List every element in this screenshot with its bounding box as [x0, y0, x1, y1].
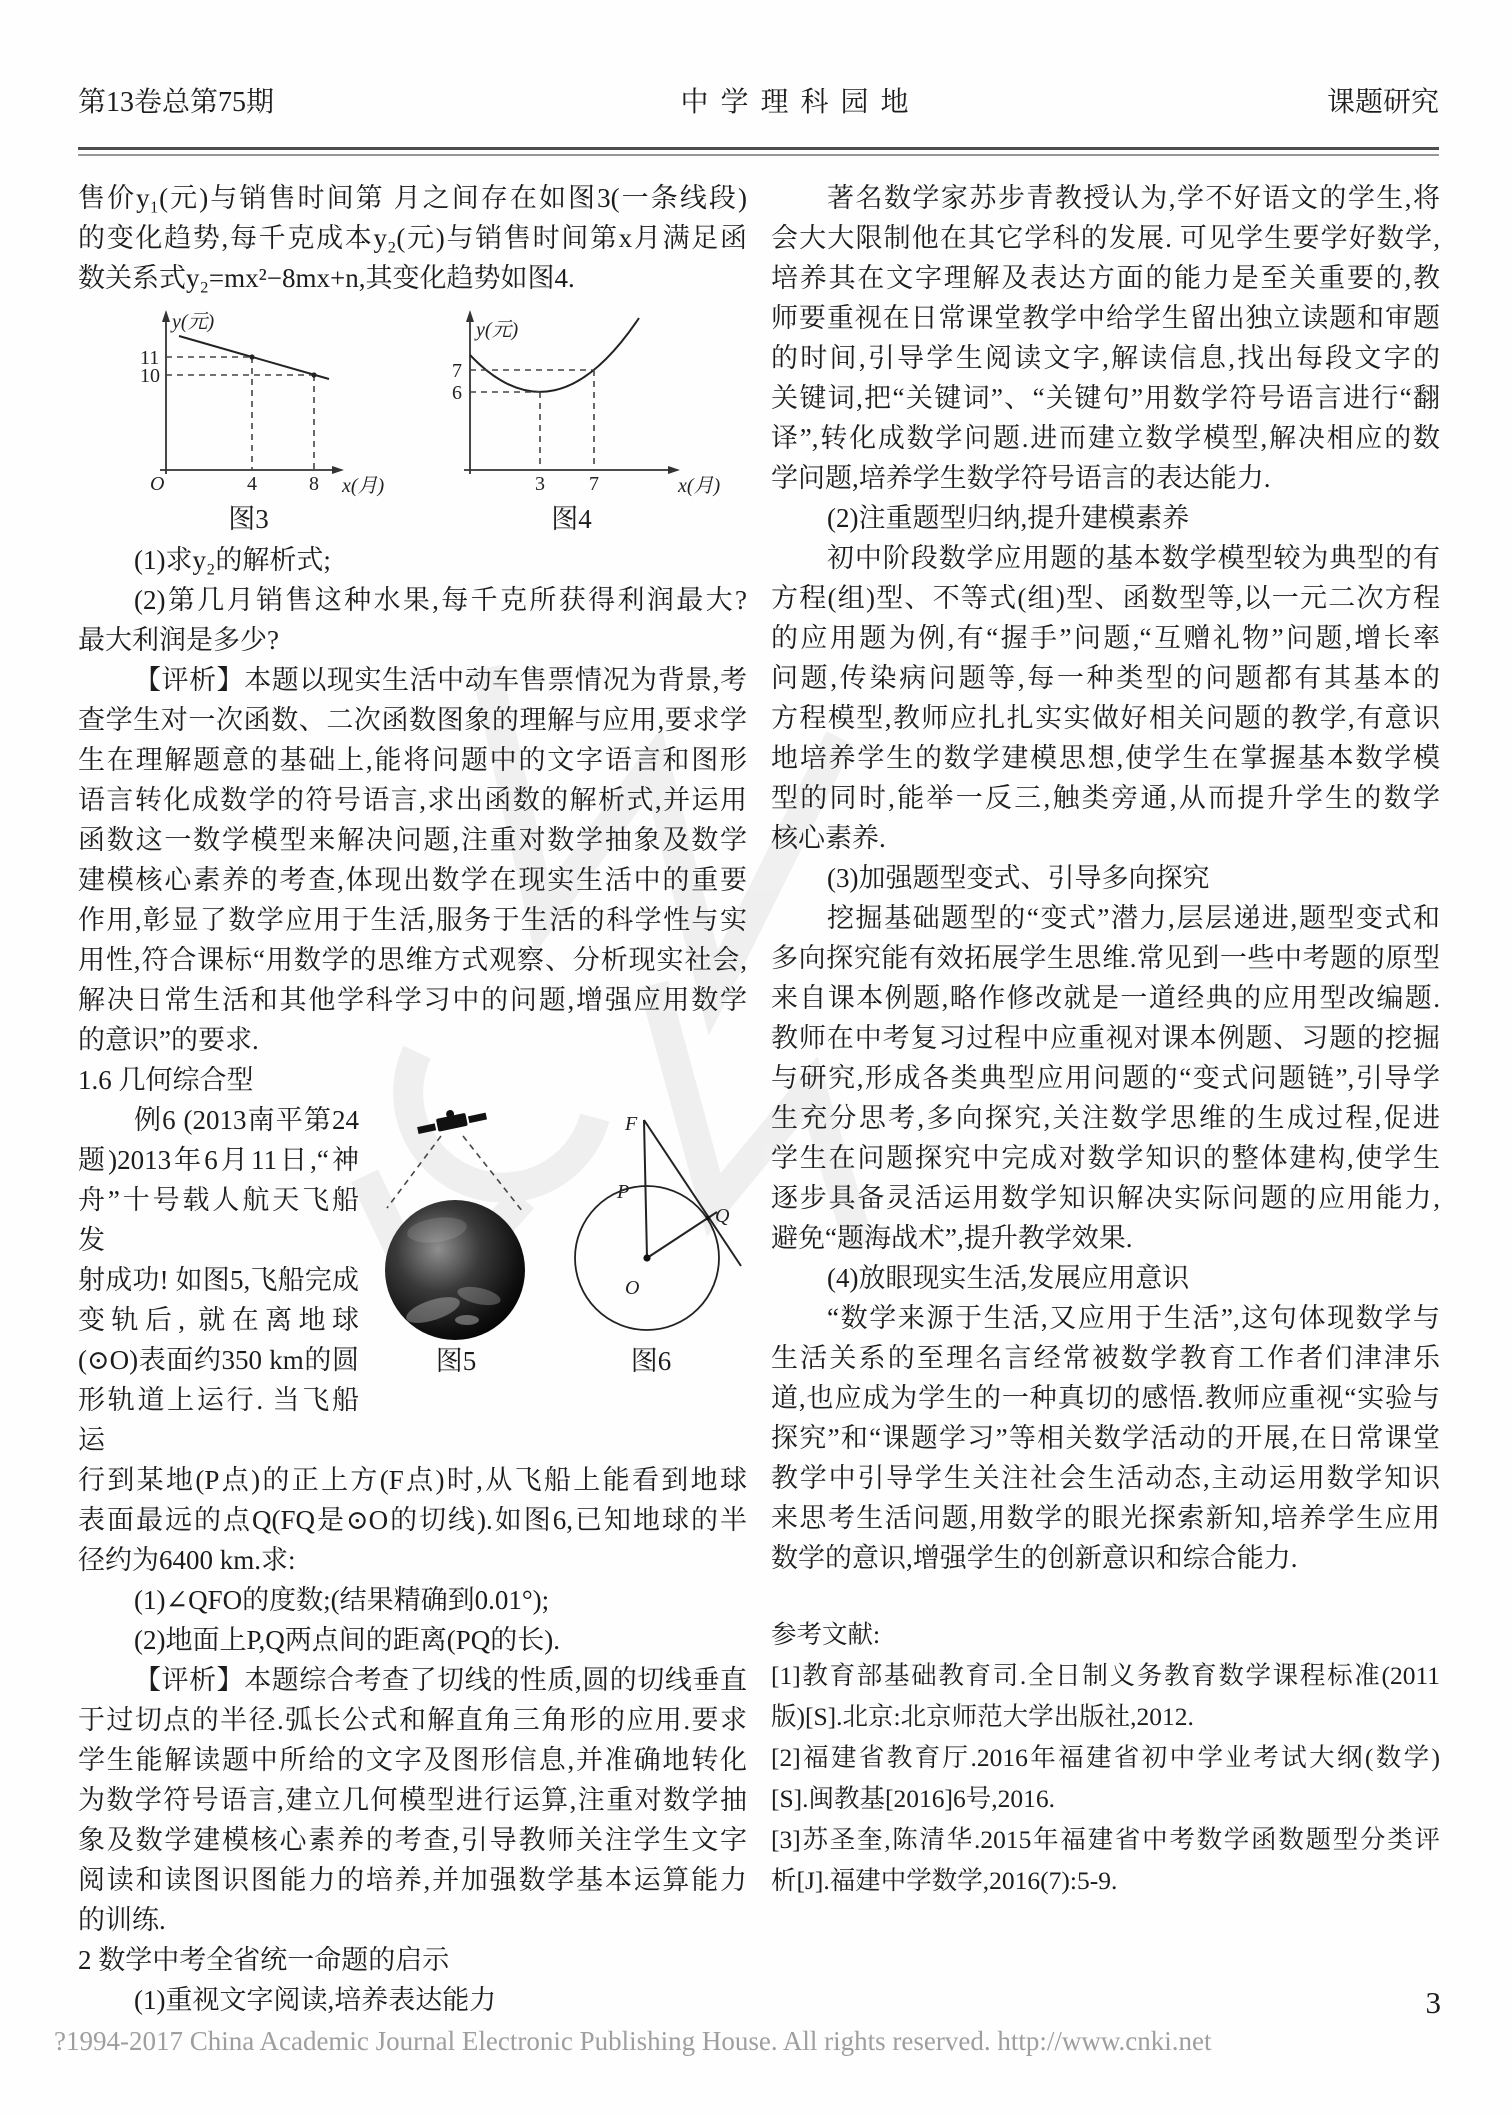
- text-line: 用性,符合课标“用数学的思维方式观察、分析现实社会,: [78, 945, 747, 975]
- text-line: 道,也应成为学生的一种真切的感悟.教师应重视“实验与: [771, 1383, 1440, 1413]
- reference-entry-2: [771, 1737, 1440, 1819]
- fig3-x-axis-label: x(月): [341, 475, 384, 497]
- fig4-y-axis-label: y(元): [475, 319, 518, 341]
- point2-body: [771, 538, 1440, 858]
- text-line: 数关系式y₂=mx²−8mx+n,其变化趋势如图4.: [78, 263, 575, 293]
- text-line: 于过切点的半径.弧长公式和解直角三角形的应用.要求: [78, 1705, 747, 1735]
- fig4-xtick-3: 3: [534, 473, 545, 495]
- text-line: [3]苏圣奎,陈清华.2015年福建省中考数学函数题型分类评: [771, 1825, 1440, 1854]
- fig3-ytick-10: 10: [139, 365, 160, 387]
- text-line: 舟”十号载人航天飞船发: [78, 1185, 359, 1255]
- example6-sub1: (1)∠QFO的度数;(结果精确到0.01°);: [134, 1585, 550, 1615]
- text-line: “数学来源于生活,又应用于生活”,这句体现数学与: [827, 1303, 1440, 1333]
- text-line: 初中阶段数学应用题的基本数学模型较为典型的有: [827, 543, 1440, 573]
- fig4-xtick-7: 7: [588, 473, 599, 495]
- text-line: 译”,转化成数学问题.进而建立数学模型,解决相应的数: [771, 423, 1440, 453]
- text-line: 多向探究能有效拓展学生思维.常见到一些中考题的原型: [771, 943, 1440, 973]
- copyright-line: ?1994-2017 China Academic Journal Electronic Publishing House. All rights reserved. http://www.cnki.net: [54, 2026, 1212, 2056]
- text-line: 函数这一数学模型来解决问题,注重对数学抽象及数学: [78, 825, 747, 855]
- text-line: 生在理解题意的基础上,能将问题中的文字语言和图形: [78, 745, 747, 775]
- fig3-origin-label: O: [149, 473, 164, 495]
- text-line: 表面最远的点Q(FQ是⊙O的切线).如图6,已知地球的半: [78, 1505, 747, 1535]
- text-line: 查学生对一次函数、二次函数图象的理解与应用,要求学: [78, 705, 747, 735]
- figure3: [104, 308, 394, 534]
- text-line: 核心素养.: [771, 823, 886, 853]
- text-line: 与研究,形成各类典型应用问题的“变式问题链”,引导学: [771, 1063, 1440, 1093]
- figure4: [422, 308, 722, 534]
- text-line: 生充分思考,多向探究,关注数学思维的生成过程,促进: [771, 1103, 1440, 1133]
- comment-example6: [78, 1660, 747, 1940]
- right-column: [771, 178, 1440, 2020]
- column-label: 课题研究: [1326, 87, 1439, 118]
- text-line: 培养其在文字理解及表达方面的能力是至关重要的,教: [771, 263, 1440, 293]
- header-rule: [78, 147, 1439, 156]
- text-line: 售价y₁(元)与销售时间第 月之间存在如图3(一条线段): [78, 183, 747, 213]
- comment-example5: [78, 660, 747, 1060]
- fig6-label-Q: Q: [715, 1205, 730, 1227]
- text-line: 阅读和读图识图能力的培养,并加强数学基本运算能力: [78, 1865, 747, 1895]
- text-line: 方程模型,教师应扎扎实实做好相关问题的教学,有意识: [771, 703, 1440, 733]
- references-section: [771, 1614, 1440, 1901]
- text-line: 析[J].福建中学数学,2016(7):5-9.: [771, 1866, 1118, 1895]
- figure4-chart: [422, 308, 722, 502]
- figure6-caption: 图6: [630, 1346, 672, 1376]
- text-line: 【评析】本题综合考查了切线的性质,圆的切线垂直: [134, 1665, 747, 1695]
- point3-body: [771, 898, 1440, 1258]
- text-line: 会大大限制他在其它学科的发展. 可见学生要学好数学,: [771, 223, 1440, 253]
- example6-text: [78, 1100, 359, 1460]
- text-line: 的应用题为例,有“握手”问题,“互赠礼物”问题,增长率: [771, 623, 1440, 653]
- reference-entry-3: [771, 1819, 1440, 1901]
- reference-entry-1: [771, 1655, 1440, 1737]
- figure5-earth-satellite: [371, 1108, 541, 1344]
- text-line: 教学中引导学生关注社会生活动态,主动运用数学知识: [771, 1463, 1440, 1493]
- text-line: 作用,彰显了数学应用于生活,服务于生活的科学性与实: [78, 905, 747, 935]
- question-2: [78, 580, 747, 660]
- text-line: 避免“题海战术”,提升教学效果.: [771, 1223, 1133, 1253]
- section-1-6-heading: 1.6 几何综合型: [78, 1065, 254, 1095]
- text-line: 解决日常生活和其他学科学习中的问题,增强应用数学: [78, 985, 747, 1015]
- text-line: 【评析】本题以现实生活中动车售票情况为背景,考: [134, 665, 747, 695]
- text-line: 逐步具备灵活运用数学知识解决实际问题的应用能力,: [771, 1183, 1440, 1213]
- left-column: [78, 178, 747, 2020]
- text-line: 例6 (2013南平第24: [134, 1105, 359, 1135]
- text-line: 问题,传染病问题等,每一种类型的问题都有其基本的: [771, 663, 1440, 693]
- text-line: 来思考生活问题,用数学的眼光探索新知,培养学生应用: [771, 1503, 1440, 1533]
- journal-title: 中学理科园地: [680, 87, 921, 118]
- figure5: [371, 1108, 541, 1460]
- text-line: [1]教育部基础教育司.全日制义务教育数学课程标准(2011: [771, 1661, 1440, 1690]
- text-line: 版)[S].北京:北京师范大学出版社,2012.: [771, 1702, 1194, 1731]
- figure-row-5-6: [371, 1100, 747, 1460]
- fig4-ytick-7: 7: [451, 360, 462, 382]
- fig3-xtick-8: 8: [308, 473, 319, 495]
- text-line: 语言转化成数学的符号语言,求出函数的解析式,并运用: [78, 785, 747, 815]
- text-line: [S].闽教基[2016]6号,2016.: [771, 1784, 1056, 1813]
- text-line: 关键词,把“关键词”、“关键句”用数学符号语言进行“翻: [771, 383, 1440, 413]
- fig6-label-O: O: [625, 1277, 640, 1299]
- issue-label: 第13卷总第75期: [78, 87, 275, 118]
- figure3-chart: [104, 308, 394, 502]
- fig3-y-axis-label: y(元): [171, 311, 214, 333]
- text-line: 行到某地(P点)的正上方(F点)时,从飞船上能看到地球: [78, 1465, 747, 1495]
- text-line: 形轨道上运行. 当飞船运: [78, 1385, 359, 1455]
- text-line: 著名数学家苏步青教授认为,学不好语文的学生,将: [827, 183, 1440, 213]
- references-title: 参考文献:: [771, 1620, 881, 1649]
- two-column-body: [78, 178, 1440, 2020]
- figure6-geometry: [555, 1108, 747, 1344]
- text-line: 师要重视在日常课堂教学中给学生留出独立读题和审题: [771, 303, 1440, 333]
- figure6: [555, 1108, 747, 1460]
- fig4-x-axis-label: x(月): [677, 475, 720, 497]
- fig6-label-F: F: [625, 1113, 638, 1135]
- text-line: 的意识”的要求.: [78, 1025, 259, 1055]
- section-2-heading: 2 数学中考全省统一命题的启示: [78, 1945, 450, 1975]
- page-number: 3: [1425, 1985, 1441, 2020]
- fig4-ytick-6: 6: [451, 382, 462, 404]
- figure-row-3-4: [78, 308, 747, 534]
- text-line: (2)第几月销售这种水果,每千克所获得利润最大?: [134, 585, 747, 615]
- text-line: 教师在中考复习过程中应重视对课本例题、习题的挖掘: [771, 1023, 1440, 1053]
- text-line: 地培养学生的数学建模思想,使学生在掌握基本数学模: [771, 743, 1440, 773]
- text-line: 的时间,引导学生阅读文字,解读信息,找出每段文字的: [771, 343, 1440, 373]
- text-line: 的变化趋势,每千克成本y₂(元)与销售时间第x月满足函: [78, 223, 747, 253]
- text-line: 生活关系的至理名言经常被数学教育工作者们津津乐: [771, 1343, 1440, 1373]
- text-line: (⊙O)表面约350 km的圆: [78, 1345, 359, 1375]
- example6-sub2: (2)地面上P,Q两点间的距离(PQ的长).: [134, 1625, 561, 1655]
- problem-statement: [78, 178, 747, 298]
- figure4-caption: 图4: [551, 504, 592, 534]
- text-line: 数学的意识,增强学生的创新意识和综合能力.: [771, 1543, 1298, 1573]
- point4-heading: (4)放眼现实生活,发展应用意识: [827, 1263, 1190, 1293]
- text-line: 径约为6400 km.求:: [78, 1545, 296, 1575]
- point4-body: [771, 1298, 1440, 1578]
- text-line: 最大利润是多少?: [78, 625, 279, 655]
- text-line: 探究”和“课题学习”等相关数学活动的开展,在日常课堂: [771, 1423, 1440, 1453]
- text-line: 题)2013年6月11日,“神: [78, 1145, 359, 1175]
- text-line: 型的同时,能举一反三,触类旁通,从而提升学生的数学: [771, 783, 1440, 813]
- section-2-point1: (1)重视文字阅读,培养表达能力: [134, 1985, 497, 2015]
- fig3-ytick-11: 11: [139, 347, 159, 369]
- text-line: 学生能解读题中所给的文字及图形信息,并准确地转化: [78, 1745, 747, 1775]
- text-line: [2]福建省教育厅.2016年福建省初中学业考试大纲(数学): [771, 1743, 1440, 1772]
- text-line: 为数学符号语言,建立几何模型进行运算,注重对数学抽: [78, 1785, 747, 1815]
- question-1: (1)求y₂的解析式;: [134, 545, 331, 575]
- text-line: 建模核心素养的考查,体现出数学在现实生活中的重要: [78, 865, 747, 895]
- point1-body: [771, 178, 1440, 498]
- fig6-label-P: P: [617, 1181, 630, 1203]
- point3-heading: (3)加强题型变式、引导多向探究: [827, 863, 1210, 893]
- text-line: 方程(组)型、不等式(组)型、函数型等,以一元二次方程: [771, 583, 1440, 613]
- page-header: [78, 80, 1439, 120]
- satellite-icon: [415, 1108, 487, 1136]
- text-line: 象及数学建模核心素养的考查,引导教师关注学生文字: [78, 1825, 747, 1855]
- figure5-caption: 图5: [435, 1346, 477, 1376]
- text-line: 变轨后, 就在离地球: [78, 1305, 359, 1335]
- fig3-xtick-4: 4: [246, 473, 257, 495]
- example6-continued: [78, 1460, 747, 1580]
- text-line: 射成功! 如图5,飞船完成: [78, 1265, 359, 1295]
- text-line: 来自课本例题,略作修改就是一道经典的应用型改编题.: [771, 983, 1440, 1013]
- text-line: 学问题,培养学生数学符号语言的表达能力.: [771, 463, 1271, 493]
- point2-heading: (2)注重题型归纳,提升建模素养: [827, 503, 1190, 533]
- text-line: 挖掘基础题型的“变式”潜力,层层递进,题型变式和: [827, 903, 1440, 933]
- example6-block: [78, 1100, 747, 1460]
- text-line: 学生在问题探究中完成对数学知识的整体建构,使学生: [771, 1143, 1440, 1173]
- text-line: 的训练.: [78, 1905, 166, 1935]
- figure3-caption: 图3: [228, 504, 269, 534]
